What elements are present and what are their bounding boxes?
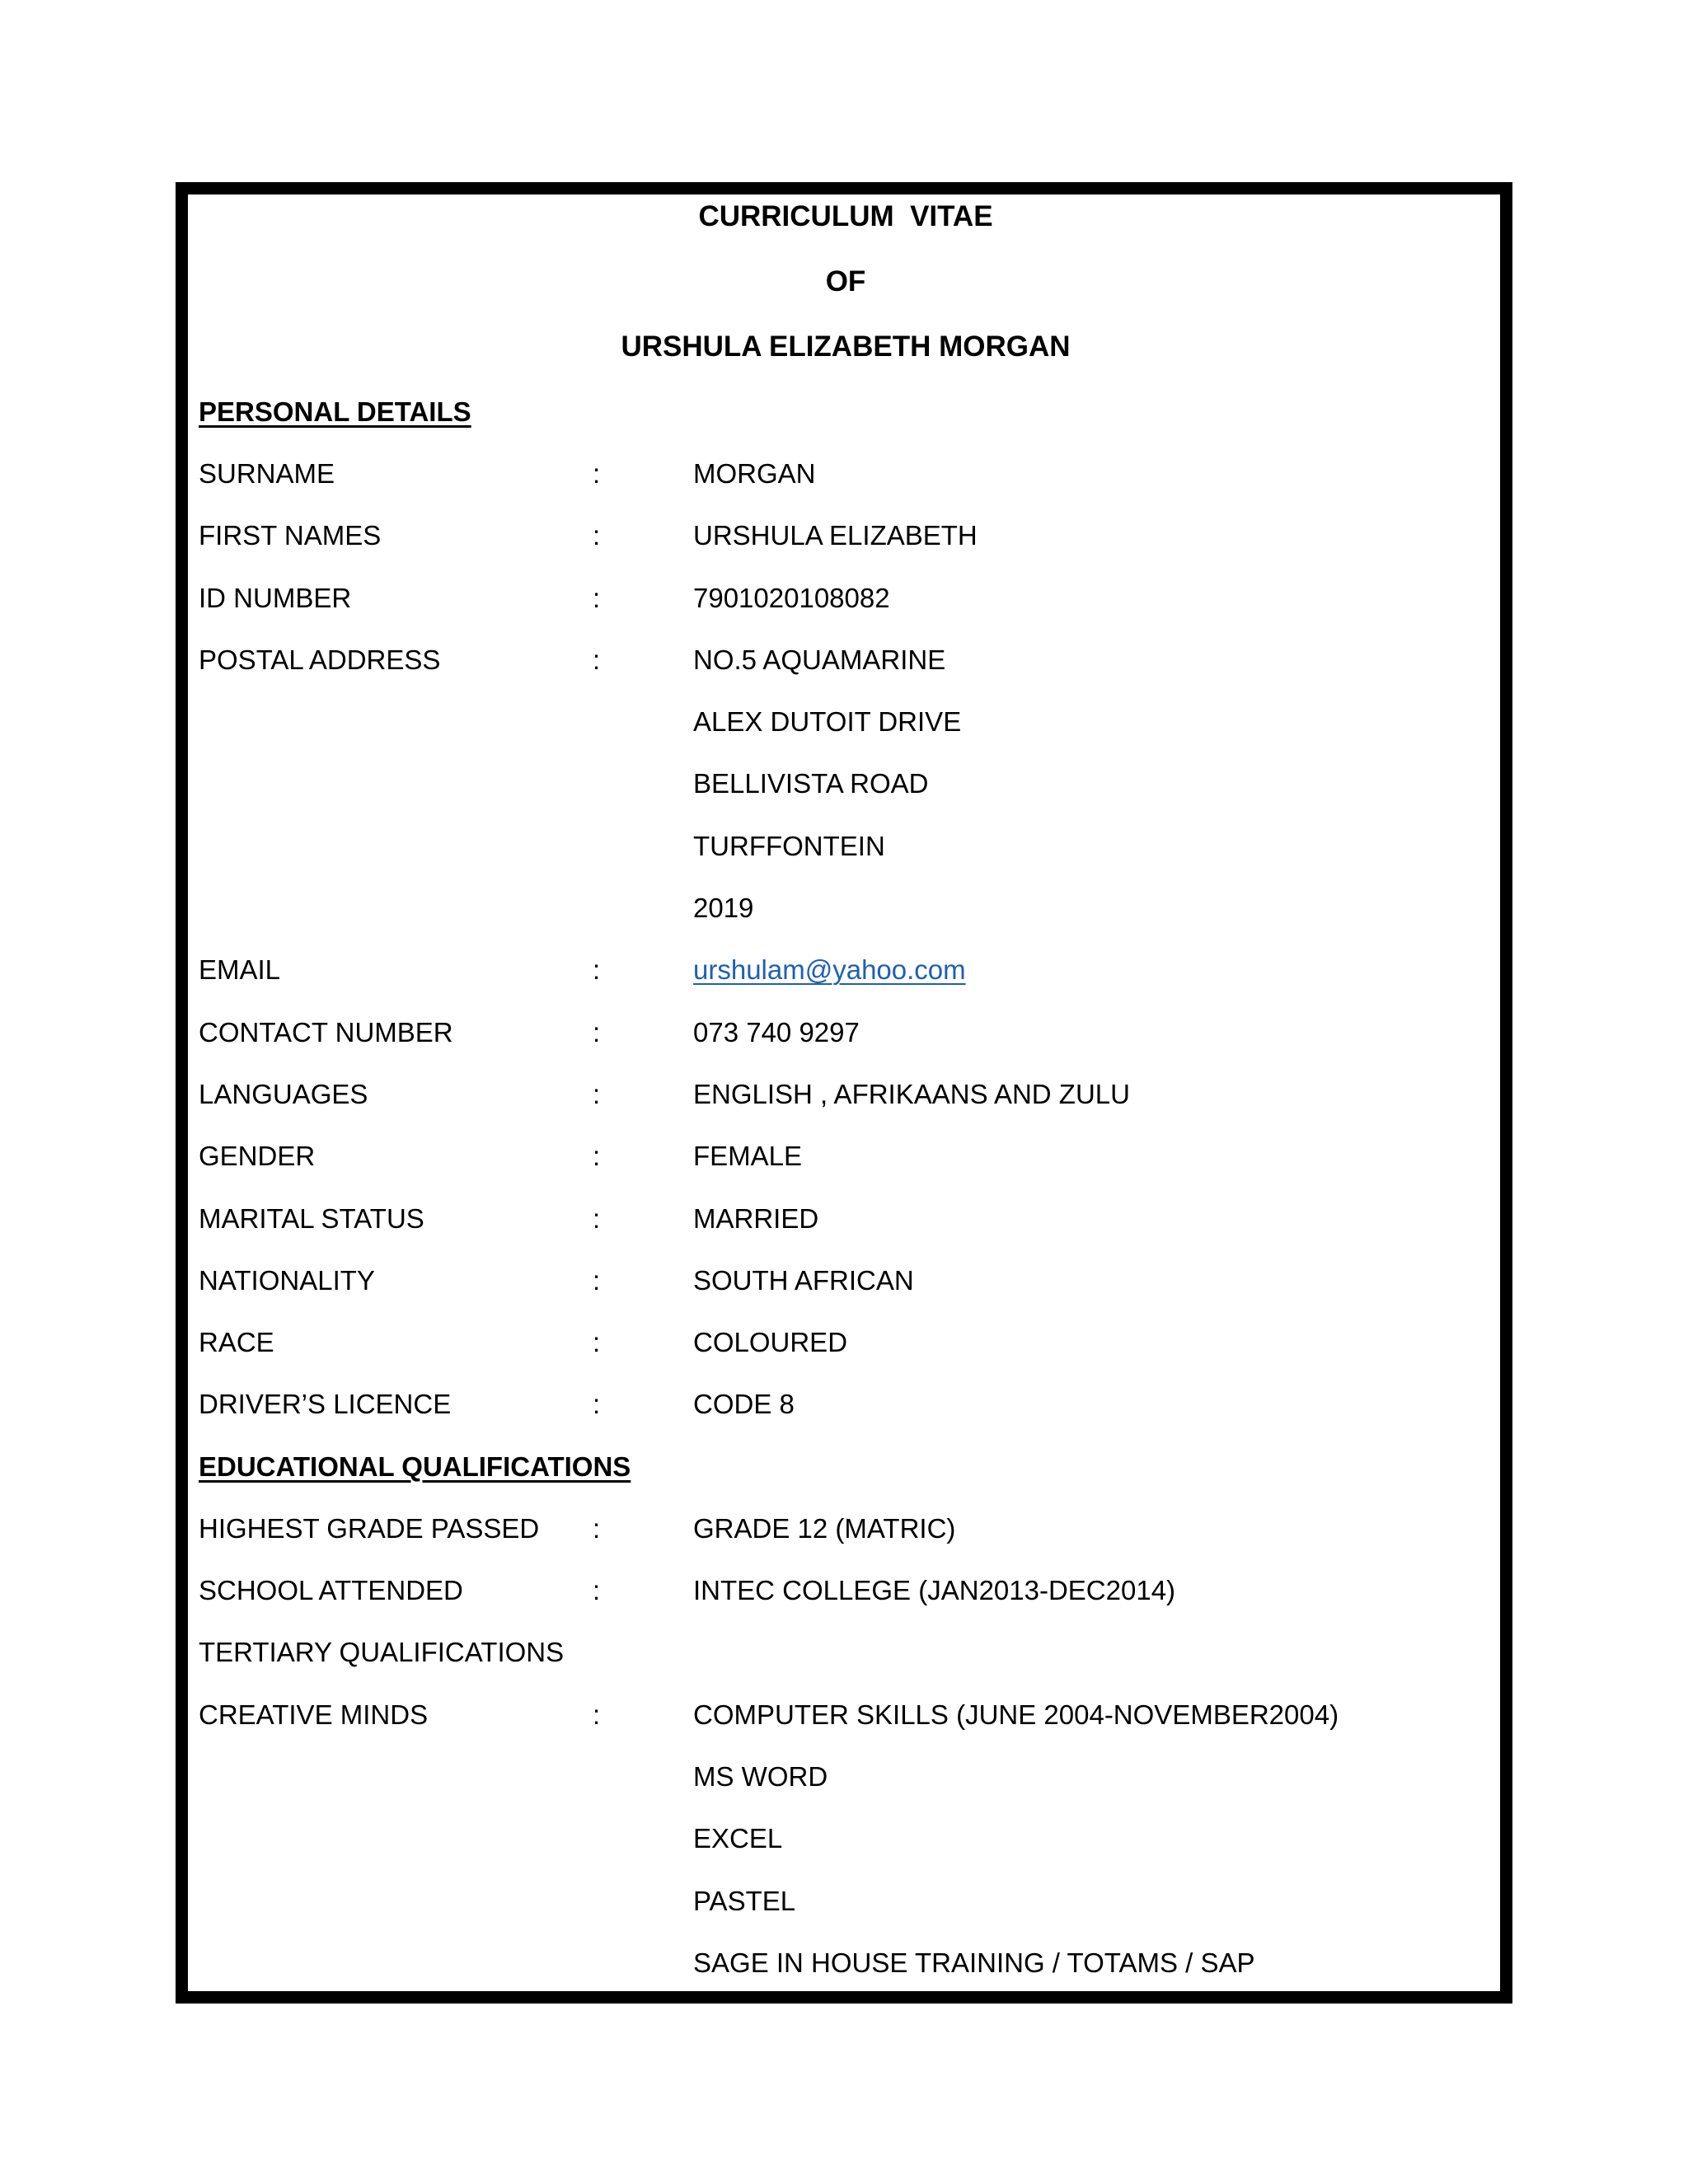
edu-row-creative-minds [199, 1694, 1493, 1756]
detail-row-race [199, 1322, 1493, 1384]
title-name: URSHULA ELIZABETH MORGAN [621, 330, 1071, 363]
row-label: SCHOOL ATTENDED [199, 1575, 463, 1606]
row-value: URSHULA ELIZABETH [693, 520, 978, 551]
detail-row-address-line-4 [199, 826, 1493, 888]
detail-row-postal-code [199, 888, 1493, 949]
row-value: GRADE 12 (MATRIC) [693, 1512, 956, 1544]
row-colon: : [593, 1699, 601, 1730]
edu-row-tertiary [199, 1632, 1493, 1694]
row-value: SAGE IN HOUSE TRAINING / TOTAMS / SAP [693, 1947, 1255, 1978]
edu-row-ms-word [199, 1756, 1493, 1818]
detail-row-address-line-2 [199, 701, 1493, 763]
row-value: MORGAN [693, 458, 816, 489]
row-colon: : [593, 1141, 601, 1172]
row-label: CREATIVE MINDS [199, 1699, 429, 1730]
row-value: FEMALE [693, 1141, 803, 1172]
detail-row-address-line-3 [199, 763, 1493, 825]
row-value: MS WORD [693, 1760, 828, 1792]
detail-row-drivers-licence [199, 1384, 1493, 1446]
detail-row-postal-address [199, 640, 1493, 701]
row-colon: : [593, 1389, 601, 1420]
row-value: 7901020108082 [693, 582, 890, 613]
detail-row-languages [199, 1074, 1493, 1136]
row-colon: : [593, 1512, 601, 1544]
row-value: COMPUTER SKILLS (JUNE 2004-NOVEMBER2004) [693, 1699, 1339, 1730]
row-label: POSTAL ADDRESS [199, 644, 441, 675]
row-value: PASTEL [693, 1885, 796, 1916]
row-value: SOUTH AFRICAN [693, 1264, 914, 1296]
cv-content [199, 196, 1493, 2004]
row-label: DRIVER’S LICENCE [199, 1389, 452, 1420]
row-label: RACE [199, 1327, 274, 1358]
row-value: EXCEL [693, 1823, 783, 1854]
email-link[interactable]: urshulam@yahoo.com [693, 954, 966, 986]
row-colon: : [593, 954, 601, 986]
detail-row-surname [199, 453, 1493, 515]
row-label: MARITAL STATUS [199, 1202, 424, 1234]
row-colon: : [593, 520, 601, 551]
row-colon: : [593, 1575, 601, 1606]
edu-row-school-attended [199, 1570, 1493, 1632]
edu-row-highest-grade [199, 1508, 1493, 1570]
row-value: BELLIVISTA ROAD [693, 768, 929, 799]
row-label: LANGUAGES [199, 1078, 368, 1109]
row-colon: : [593, 1078, 601, 1109]
detail-row-marital-status [199, 1198, 1493, 1260]
row-label: FIRST NAMES [199, 520, 382, 551]
detail-row-nationality [199, 1260, 1493, 1322]
row-label: SURNAME [199, 458, 335, 489]
row-value: TURFFONTEIN [693, 830, 885, 861]
row-label: NATIONALITY [199, 1264, 375, 1296]
educational-qualifications-heading: EDUCATIONAL QUALIFICATIONS [199, 1451, 631, 1482]
row-colon: : [593, 1264, 601, 1296]
row-value: 073 740 9297 [693, 1016, 860, 1047]
row-colon: : [593, 1202, 601, 1234]
row-value: INTEC COLLEGE (JAN2013-DEC2014) [693, 1575, 1176, 1606]
row-value: 2019 [693, 893, 754, 924]
title-line-2: OF [825, 265, 866, 298]
detail-row-id-number [199, 578, 1493, 640]
edu-row-sage [199, 1943, 1493, 2004]
row-label: ID NUMBER [199, 582, 352, 613]
row-colon: : [593, 458, 601, 489]
row-colon: : [593, 1016, 601, 1047]
row-value: NO.5 AQUAMARINE [693, 644, 946, 675]
row-value: MARRIED [693, 1202, 819, 1234]
row-value: COLOURED [693, 1327, 848, 1358]
detail-row-email [199, 949, 1493, 1011]
title-line-1: CURRICULUM VITAE [698, 200, 993, 232]
detail-row-first-names [199, 515, 1493, 577]
row-label: CONTACT NUMBER [199, 1016, 453, 1047]
row-label: TERTIARY QUALIFICATIONS [199, 1637, 565, 1668]
row-value: ALEX DUTOIT DRIVE [693, 706, 962, 738]
row-label: EMAIL [199, 954, 281, 986]
row-label: HIGHEST GRADE PASSED [199, 1512, 540, 1544]
detail-row-contact-number [199, 1012, 1493, 1074]
row-colon: : [593, 1327, 601, 1358]
personal-details-heading: PERSONAL DETAILS [199, 396, 471, 427]
edu-row-excel [199, 1818, 1493, 1880]
row-value: CODE 8 [693, 1389, 795, 1420]
row-colon: : [593, 644, 601, 675]
row-value: ENGLISH , AFRIKAANS AND ZULU [693, 1078, 1130, 1109]
row-colon: : [593, 582, 601, 613]
detail-row-gender [199, 1136, 1493, 1197]
edu-row-pastel [199, 1881, 1493, 1943]
row-label: GENDER [199, 1141, 316, 1172]
